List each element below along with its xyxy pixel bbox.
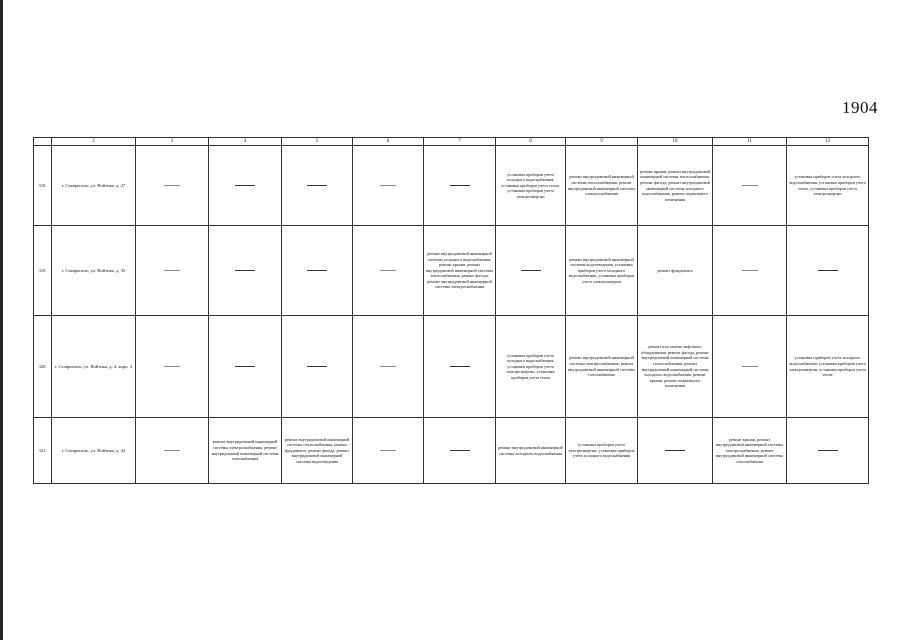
work-description-cell: ремонт фундамента <box>638 226 713 316</box>
work-description-cell: ремонт внутридомовой инженерной системы холодного водоснабжения, ремонт крыши, ремонт внутридомовой инженерной системы теплоснабжения, ремонт фасада, ремонт внутридомовой инженерной системы электроснабжения <box>424 226 496 316</box>
dash-mark <box>235 185 255 186</box>
work-description-cell: установка приборов учета холодного водоснабжения, установка приборов учета тепла, установка приборов учета электроэнергии <box>787 146 869 226</box>
page-edge-rule <box>0 0 3 640</box>
empty-cell-dash <box>353 316 424 418</box>
dash-mark <box>450 366 470 367</box>
page-number: 1904 <box>842 98 878 117</box>
column-number-7: 7 <box>424 138 496 146</box>
empty-cell-dash <box>353 226 424 316</box>
dash-mark <box>235 270 255 271</box>
column-number-11: 11 <box>713 138 787 146</box>
column-number-5: 5 <box>282 138 353 146</box>
work-description-cell: установка приборов учета холодного водоснабжения, установка приборов учета тепла, установка приборов учета электроэнергии <box>496 146 566 226</box>
empty-cell-dash <box>787 418 869 484</box>
table-row <box>34 418 869 484</box>
dash-mark <box>380 270 396 271</box>
address-cell: г. Ставрополь, ул. Войтика, д. 35 <box>52 226 136 316</box>
table-row <box>34 226 869 316</box>
empty-cell-dash <box>136 146 209 226</box>
empty-cell-dash <box>136 226 209 316</box>
dash-mark <box>164 185 180 186</box>
work-description-cell: установка приборов учета холодного водоснабжения, установка приборов учета электроэнергии, установка приборов учета тепла <box>787 316 869 418</box>
dash-mark <box>521 270 541 271</box>
dash-mark <box>380 366 396 367</box>
dash-mark <box>307 270 327 271</box>
column-number-3: 3 <box>136 138 209 146</box>
empty-cell-dash <box>282 146 353 226</box>
dash-mark <box>450 185 470 186</box>
empty-cell-dash <box>424 418 496 484</box>
dash-mark <box>164 270 180 271</box>
address-cell: г. Ставрополь, ул. Войтика, д. 4, корп. 3 <box>52 316 136 418</box>
column-number-4: 4 <box>209 138 282 146</box>
empty-cell-dash <box>136 316 209 418</box>
work-description-cell: ремонт внутридомовой инженерной системы водоотведения, установка приборов учета холодного водоснабжения, установка приборов учета электроэнергии <box>566 226 638 316</box>
column-number-12: 12 <box>787 138 869 146</box>
column-number-2: 2 <box>52 138 136 146</box>
work-description-cell: ремонт внутридомовой инженерной системы электроснабжения, ремонт внутридомовой инженерной системы газоснабжения <box>209 418 282 484</box>
dash-mark <box>742 270 758 271</box>
empty-cell-dash <box>713 226 787 316</box>
empty-cell-dash <box>209 146 282 226</box>
row-number: 320. <box>34 316 52 418</box>
work-description-cell: установка приборов учета электроэнергии, установка приборов учета холодного водоснабжения <box>566 418 638 484</box>
work-description-cell: ремонт внутридомовой инженерной системы холодного водоснабжения <box>496 418 566 484</box>
row-number: 321. <box>34 418 52 484</box>
column-number-8: 8 <box>496 138 566 146</box>
table-row <box>34 316 869 418</box>
empty-cell-dash <box>713 316 787 418</box>
dash-mark <box>164 450 180 451</box>
table-header-row <box>34 138 869 146</box>
column-number-6: 6 <box>353 138 424 146</box>
column-number-1 <box>34 138 52 146</box>
work-description-cell: ремонт внутридомовой инженерной системы теплоснабжения, ремонт внутридомовой инженерной системы электроснабжения <box>566 146 638 226</box>
dash-mark <box>665 450 685 451</box>
dash-mark <box>742 185 758 186</box>
address-cell: г. Ставрополь, ул. Войтика, д. 43 <box>52 418 136 484</box>
work-description-cell: ремонт или замена лифтового оборудования, ремонт фасада, ремонт внутридомовой инженерной системы теплоснабжения, ремонт внутридомовой инженерной системы холодного водоснабжения, ремонт крыши, ремонт подвального помещения <box>638 316 713 418</box>
dash-mark <box>307 185 327 186</box>
dash-mark <box>818 450 838 451</box>
empty-cell-dash <box>787 226 869 316</box>
dash-mark <box>307 366 327 367</box>
empty-cell-dash <box>282 226 353 316</box>
row-number: 318. <box>34 146 52 226</box>
empty-cell-dash <box>638 418 713 484</box>
work-description-cell: ремонт крыши, ремонт внутридомовой инженерной системы теплоснабжения, ремонт фасада, ремонт внутридомовой инженерной системы холодного водоснабжения, ремонт подвального помещения <box>638 146 713 226</box>
work-description-cell: ремонт внутридомовой инженерной системы электроснабжения, ремонт внутридомовой инженерной системы газоснабжения <box>566 316 638 418</box>
dash-mark <box>164 366 180 367</box>
repair-schedule-table <box>33 137 869 484</box>
empty-cell-dash <box>282 316 353 418</box>
empty-cell-dash <box>209 316 282 418</box>
empty-cell-dash <box>424 146 496 226</box>
empty-cell-dash <box>424 316 496 418</box>
dash-mark <box>380 450 396 451</box>
column-number-10: 10 <box>638 138 713 146</box>
table-row <box>34 146 869 226</box>
empty-cell-dash <box>136 418 209 484</box>
empty-cell-dash <box>713 146 787 226</box>
empty-cell-dash <box>209 226 282 316</box>
work-description-cell: ремонт внутридомовой инженерной системы теплоснабжения, ремонт фундамента, ремонт фасада, ремонт внутридомовой инженерной системы водоотведения <box>282 418 353 484</box>
address-cell: г. Ставрополь, ул. Войтика, д. 27 <box>52 146 136 226</box>
empty-cell-dash <box>496 226 566 316</box>
dash-mark <box>235 366 255 367</box>
row-number: 319. <box>34 226 52 316</box>
column-number-9: 9 <box>566 138 638 146</box>
empty-cell-dash <box>353 146 424 226</box>
empty-cell-dash <box>353 418 424 484</box>
dash-mark <box>818 270 838 271</box>
dash-mark <box>450 450 470 451</box>
dash-mark <box>742 366 758 367</box>
work-description-cell: ремонт крыши, ремонт внутридомовой инженерной системы электроснабжения, ремонт внутридомовой инженерной системы газоснабжения <box>713 418 787 484</box>
work-description-cell: установка приборов учета холодного водоснабжения, установка приборов учета электроэнергии, установка приборов учета тепла <box>496 316 566 418</box>
dash-mark <box>380 185 396 186</box>
